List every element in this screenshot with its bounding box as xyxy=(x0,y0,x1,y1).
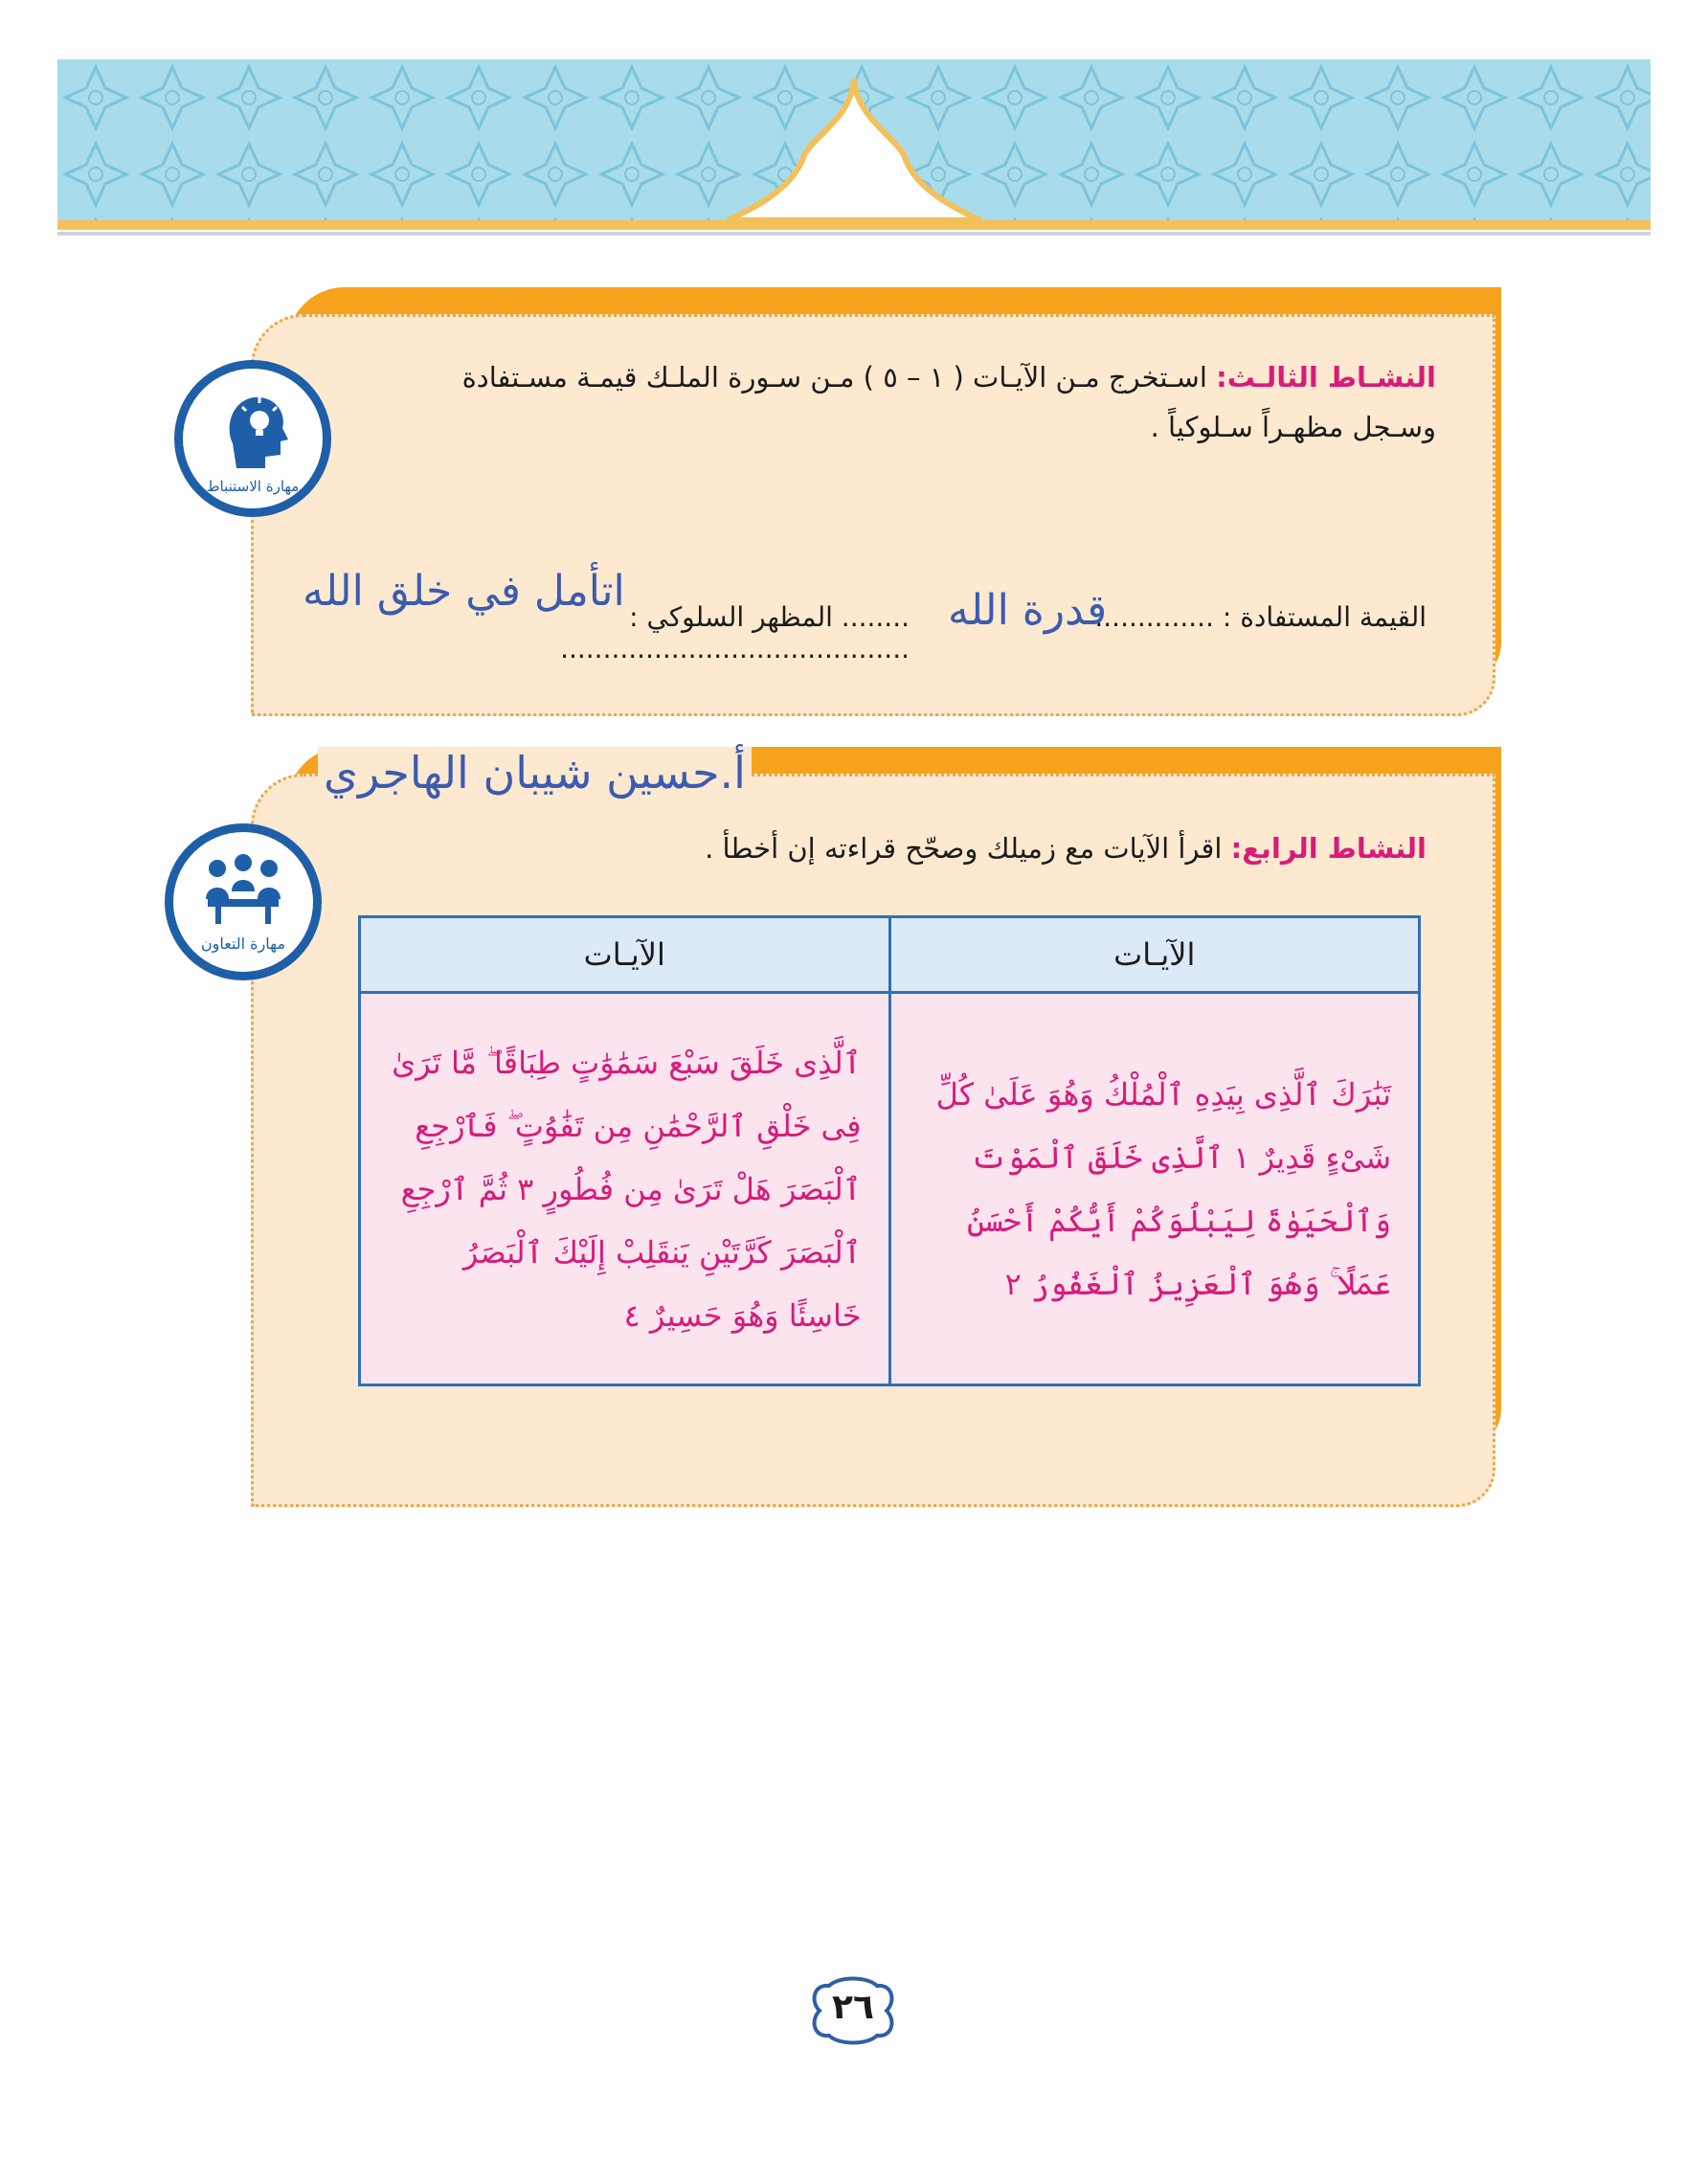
activity4-label: النشاط الرابع: xyxy=(1230,832,1427,865)
page-number: ٢٦ xyxy=(832,1988,874,2027)
skill-badge-cooperation xyxy=(165,823,322,980)
skill-badge-deduction xyxy=(174,360,331,517)
team-meeting-icon xyxy=(173,832,313,972)
lightbulb-head-icon xyxy=(183,369,323,508)
ayat-table xyxy=(358,915,1421,1386)
ayat-cell-1-2: تَبَٰرَكَ ٱلَّذِى بِيَدِهِ ٱلْمُلْكُ وَهُوَ عَلَىٰ كُلِّ شَىْءٍ قَدِيرٌ ١ ٱلَّذِى خَلَقَ ٱلْمَوْتَ وَٱلْحَيَوٰةَ لِيَبْلُوَكُمْ أَيُّكُمْ أَحْسَنُ عَمَلًا ۚ وَهُوَ ٱلْعَزِيزُ ٱلْغَفُورُ ٢ xyxy=(889,993,1420,1385)
table-header: الآيـات xyxy=(889,917,1420,993)
svg-text:مهارة التعاون: مهارة التعاون xyxy=(200,934,286,953)
activity3-label: النشـاط الثالـث: xyxy=(1216,361,1436,394)
table-header: الآيـات xyxy=(360,917,890,993)
table-header-row xyxy=(360,917,1420,993)
table-row xyxy=(360,993,1420,1385)
page-number-badge xyxy=(800,1972,906,2049)
activity3-instructions xyxy=(393,352,1436,452)
value-answer: قدرة الله xyxy=(948,586,1108,635)
author-signature: أ.حسين شيبان الهاجري xyxy=(318,747,752,799)
behavior-label: ........ المظهر السلوكي : ......................................... xyxy=(560,601,910,664)
svg-text:مهارة الاستنباط: مهارة الاستنباط xyxy=(206,478,300,495)
behavior-answer: اتأمل في خلق الله xyxy=(303,567,625,616)
activity3-text: اسـتخرج مـن الآيـات ( ١ – ٥ ) مـن سـورة الملـك قيمـة مسـتفادة وسـجل مظهـراً سـلوكياً . xyxy=(461,361,1436,443)
activity4-instructions xyxy=(393,823,1427,873)
value-label: القيمة المستفادة : .............. xyxy=(1094,601,1427,633)
header-arch-ornament xyxy=(57,59,1651,241)
activity4-text: اقرأ الآيات مع زميلك وصحّح قراءته إن أخطأ . xyxy=(705,832,1231,865)
ayat-cell-3-4: ٱلَّذِى خَلَقَ سَبْعَ سَمَٰوَٰتٍ طِبَاقًا ۖ مَّا تَرَىٰ فِى خَلْقِ ٱلرَّحْمَٰنِ مِن تَفَٰوُتٍ ۖ فَٱرْجِعِ ٱلْبَصَرَ هَلْ تَرَىٰ مِن فُطُورٍ ٣ ثُمَّ ٱرْجِعِ ٱلْبَصَرَ كَرَّتَيْنِ يَنقَلِبْ إِلَيْكَ ٱلْبَصَرُ خَاسِئًا وَهُوَ حَسِيرٌ ٤ xyxy=(360,993,890,1385)
